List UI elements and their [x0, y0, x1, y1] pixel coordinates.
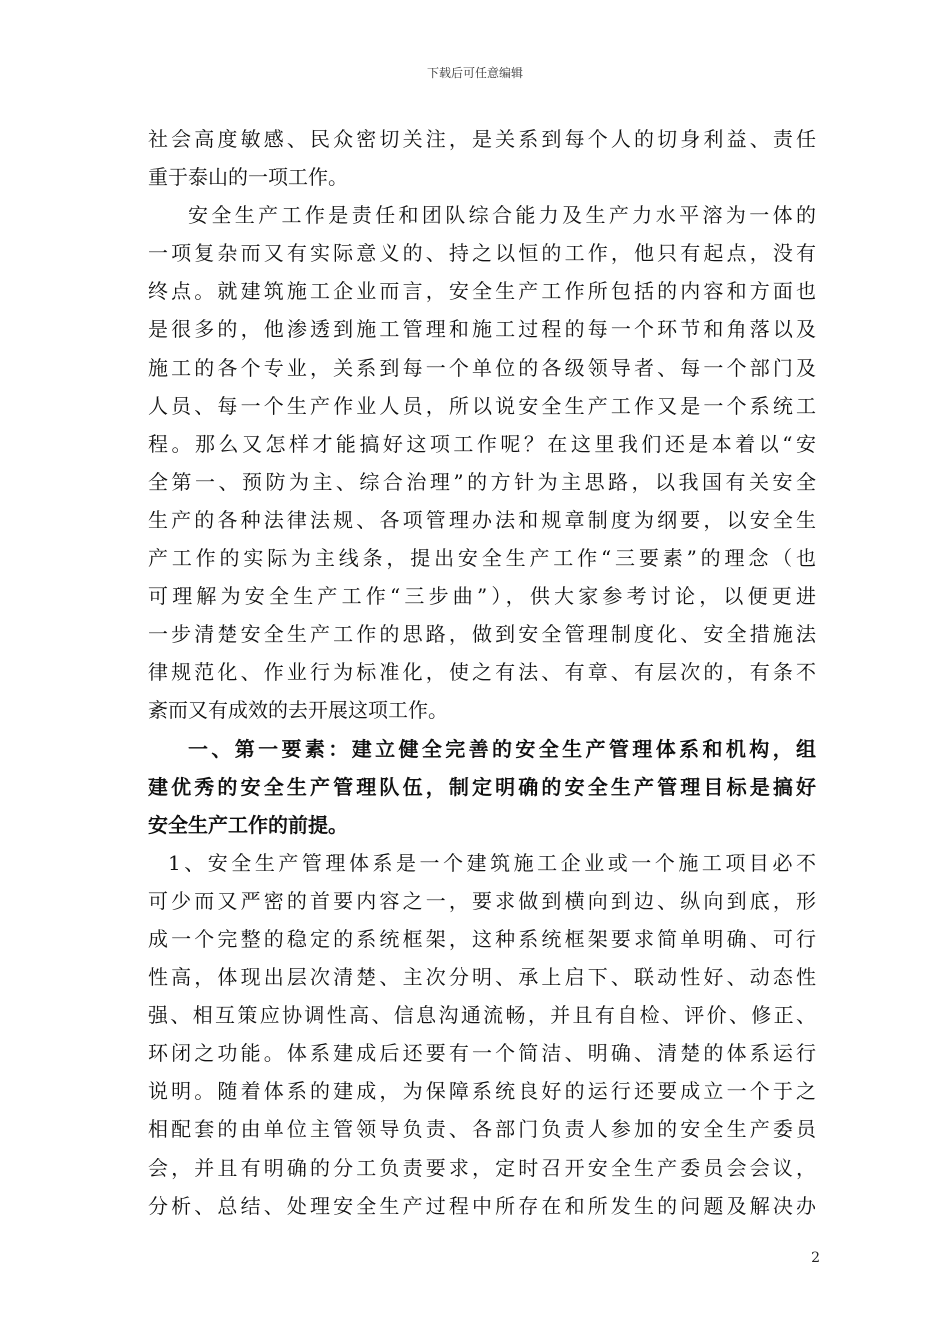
- body-line: 成一个完整的稳定的系统框架，这种系统框架要求简单明确、可行: [148, 926, 816, 951]
- body-line: 会，并且有明确的分工负责要求，定时召开安全生产委员会会议，: [148, 1155, 816, 1180]
- body-line: 生产的各种法律法规、各项管理办法和规章制度为纲要，以安全生: [148, 507, 816, 532]
- body-line: 程。那么又怎样才能搞好这项工作呢？在这里我们还是本着以“安: [148, 431, 816, 456]
- body-line: 相配套的由单位主管领导负责、各部门负责人参加的安全生产委员: [148, 1117, 816, 1142]
- body-line: 可理解为安全生产工作“三步曲”），供大家参考讨论，以便更进: [148, 584, 816, 609]
- body-line: 一项复杂而又有实际意义的、持之以恒的工作，他只有起点，没有: [148, 241, 816, 266]
- body-line: 紊而又有成效的去开展这项工作。: [148, 698, 448, 723]
- body-line: 强、相互策应协调性高、信息沟通流畅，并且有自检、评价、修正、: [148, 1003, 816, 1028]
- body-line: 律规范化、作业行为标准化，使之有法、有章、有层次的，有条不: [148, 660, 816, 685]
- section-heading-line: 建优秀的安全生产管理队伍，制定明确的安全生产管理目标是搞好: [148, 774, 816, 799]
- body-line: 全第一、预防为主、综合治理”的方针为主思路，以我国有关安全: [148, 469, 816, 494]
- body-line: 环闭之功能。体系建成后还要有一个简洁、明确、清楚的体系运行: [148, 1041, 816, 1066]
- body-line: 产工作的实际为主线条，提出安全生产工作“三要素”的理念（也: [148, 546, 816, 571]
- body-line: 社会高度敏感、民众密切关注，是关系到每个人的切身利益、责任: [148, 127, 816, 151]
- page-header: 下载后可任意编辑: [426, 66, 523, 80]
- page-number: 2: [811, 1250, 820, 1266]
- paragraph-start: 安全生产工作是责任和团队综合能力及生产力水平溶为一体的: [188, 203, 816, 228]
- body-line: 重于泰山的一项工作。: [148, 165, 348, 190]
- section-heading-line: 安全生产工作的前提。: [148, 812, 348, 837]
- body-line: 分析、总结、处理安全生产过程中所存在和所发生的问题及解决办: [148, 1193, 816, 1218]
- body-line: 人员、每一个生产作业人员，所以说安全生产工作又是一个系统工: [148, 393, 816, 418]
- section-heading: 一、第一要素：建立健全完善的安全生产管理体系和机构，组: [188, 736, 816, 761]
- paragraph-start: 1、安全生产管理体系是一个建筑施工企业或一个施工项目必不: [168, 850, 816, 875]
- body-line: 说明。随着体系的建成，为保障系统良好的运行还要成立一个于之: [148, 1079, 816, 1104]
- body-line: 可少而又严密的首要内容之一，要求做到横向到边、纵向到底，形: [148, 888, 816, 913]
- document-body: [148, 120, 816, 1225]
- body-line: 终点。就建筑施工企业而言，安全生产工作所包括的内容和方面也: [148, 279, 816, 304]
- body-line: 是很多的，他渗透到施工管理和施工过程的每一个环节和角落以及: [148, 317, 816, 342]
- body-line: 施工的各个专业，关系到每一个单位的各级领导者、每一个部门及: [148, 355, 816, 380]
- body-line: 一步清楚安全生产工作的思路，做到安全管理制度化、安全措施法: [148, 622, 816, 647]
- body-line: 性高，体现出层次清楚、主次分明、承上启下、联动性好、动态性: [148, 965, 816, 990]
